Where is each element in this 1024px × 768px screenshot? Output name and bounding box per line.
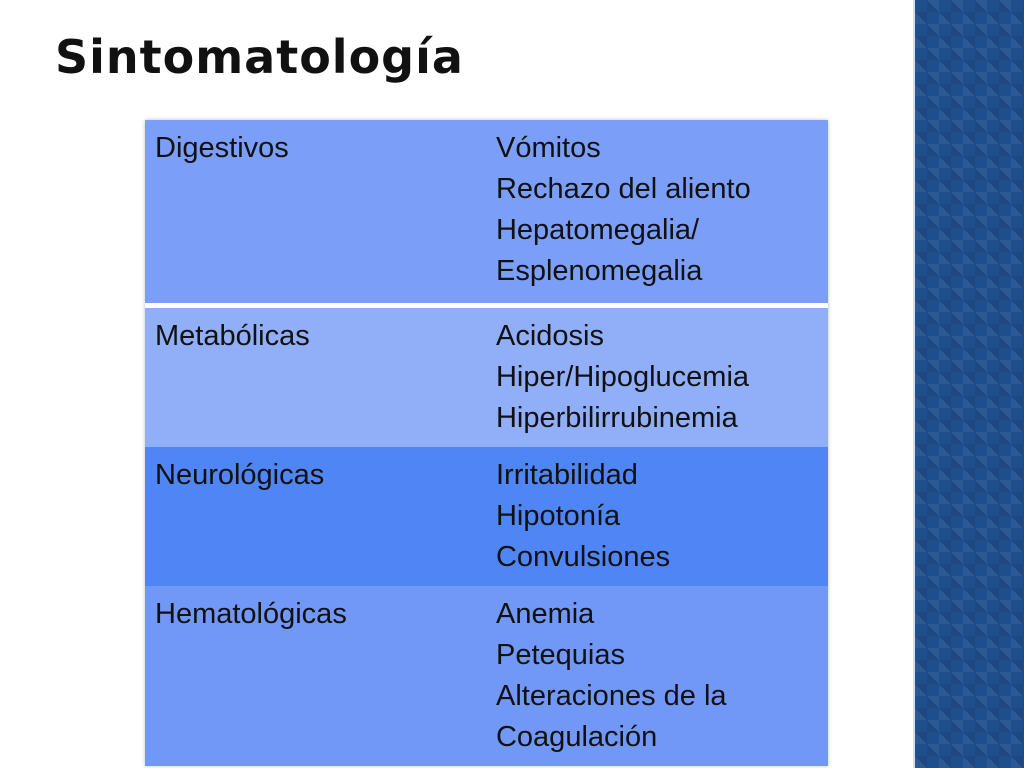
symptom-item: Hiperbilirrubinemia: [495, 402, 738, 434]
table-row: [145, 586, 828, 766]
symptoms-table: [145, 120, 828, 766]
symptom-item: Irritabilidad: [495, 459, 638, 491]
symptom-item: Rechazo del aliento: [495, 173, 751, 205]
symptoms-cell: [486, 447, 828, 586]
symptom-item: Anemia: [495, 598, 595, 630]
symptom-item: Hepatomegalia/: [495, 214, 700, 246]
symptom-item: Alteraciones de la: [495, 680, 727, 712]
table-row: [145, 306, 828, 448]
symptom-item: Hipotonía: [495, 500, 621, 532]
table-row: [145, 447, 828, 586]
symptom-item: Convulsiones: [495, 541, 671, 573]
symptoms-cell: [486, 120, 828, 306]
symptom-item: Petequias: [495, 639, 625, 671]
symptoms-cell: [486, 586, 828, 766]
table-row: [145, 120, 828, 306]
decorative-side-band: [913, 0, 1024, 768]
symptom-item: Hiper/Hipoglucemia: [495, 361, 750, 393]
category-cell: Hematológicas: [145, 586, 486, 766]
symptom-item: Acidosis: [495, 320, 604, 352]
symptom-item: Esplenomegalia: [495, 255, 703, 287]
symptom-item: Coagulación: [495, 721, 658, 753]
symptom-item: Vómitos: [495, 132, 601, 164]
category-cell: Digestivos: [145, 120, 486, 306]
category-cell: Metabólicas: [145, 306, 486, 448]
symptoms-cell: [486, 306, 828, 448]
slide-title: Sintomatología: [55, 30, 464, 84]
category-cell: Neurológicas: [145, 447, 486, 586]
